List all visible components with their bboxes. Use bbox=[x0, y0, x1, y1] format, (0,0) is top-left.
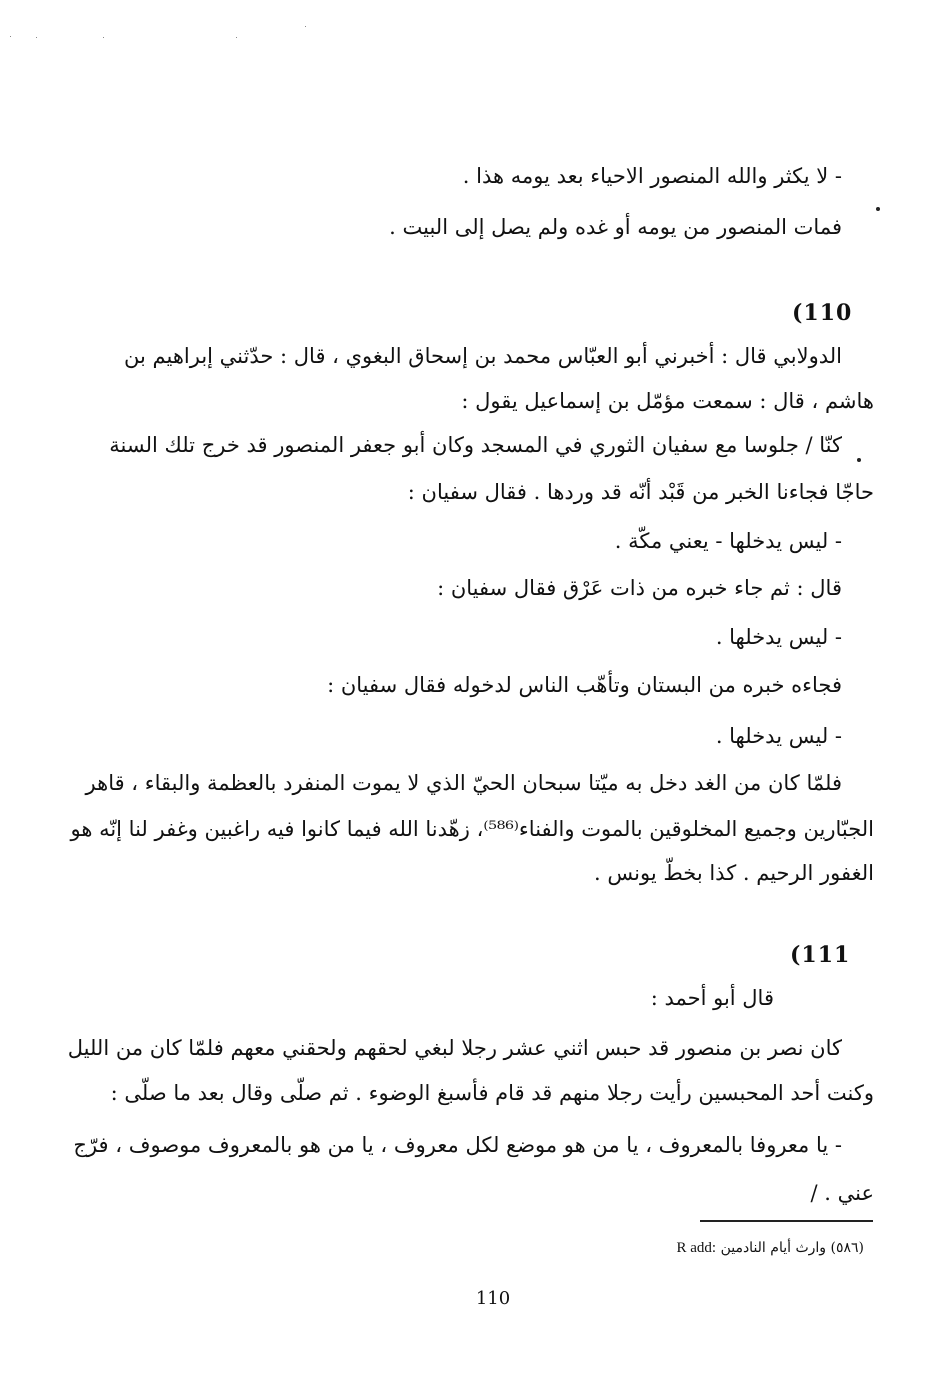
text-line: فمات المنصور من يومه أو غده ولم يصل إلى البيت . bbox=[389, 215, 842, 239]
footnote bbox=[677, 1238, 864, 1258]
footnote-marker: (٥٨٦) bbox=[830, 1240, 864, 1256]
text-line: قال أبو أحمد : bbox=[650, 986, 774, 1010]
scan-speck bbox=[10, 36, 11, 37]
text-line: وكنت أحد المحبسين رأيت رجلا منهم قد قام فأسبغ الوضوء . ثم صلّى وقال بعد ما صلّى : bbox=[110, 1081, 874, 1105]
text-line: عني . / bbox=[810, 1181, 874, 1205]
scan-speck bbox=[36, 37, 37, 38]
margin-dot bbox=[857, 458, 861, 462]
page-number: 110 bbox=[475, 1288, 511, 1309]
text-line: - ليس يدخلها . bbox=[715, 724, 842, 748]
text-line: الجبّارين وجميع المخلوقين بالموت والفناء⁽⁵⁸⁶⁾، زهّدنا الله فيما كانوا فيه راغبين وغفر لنا إنّه هو bbox=[70, 817, 874, 841]
scan-speck bbox=[236, 37, 237, 38]
text-line: - لا يكثر والله المنصور الاحياء بعد يومه هذا . bbox=[462, 164, 842, 188]
text-line: الدولابي قال : أخبرني أبو العبّاس محمد بن إسحاق البغوي ، قال : حدّثني إبراهيم بن bbox=[124, 344, 842, 368]
text-line: - يا معروفا بالمعروف ، يا من هو موضع لكل معروف ، يا من هو بالمعروف موصوف ، فرّج bbox=[73, 1133, 842, 1157]
text-line: - ليس يدخلها - يعني مكّة . bbox=[614, 529, 842, 553]
scan-speck bbox=[103, 37, 104, 38]
text-line: حاجّا فجاءنا الخبر من قَبْد أنّه قد وردها . فقال سفيان : bbox=[407, 480, 874, 504]
section-number-111: (111 bbox=[790, 942, 851, 968]
text-line: فلمّا كان من الغد دخل به ميّتا سبحان الحيّ الذي لا يموت المنفرد بالعظمة والبقاء ، قاهر bbox=[85, 771, 842, 795]
text-line: - ليس يدخلها . bbox=[715, 625, 842, 649]
text-line: كان نصر بن منصور قد حبس اثني عشر رجلا لبغي لحقهم ولحقني معهم فلمّا كان من الليل bbox=[67, 1036, 842, 1060]
footnote-latin: R add: bbox=[676, 1240, 717, 1256]
margin-dot bbox=[876, 207, 880, 211]
text-line: الغفور الرحيم . كذا بخطّ يونس . bbox=[594, 861, 874, 885]
text-line: فجاءه خبره من البستان وتأهّب الناس لدخوله فقال سفيان : bbox=[327, 673, 842, 697]
text-line: هاشم ، قال : سمعت مؤمّل بن إسماعيل يقول : bbox=[461, 389, 874, 413]
text-line: قال : ثم جاء خبره من ذات عَرْق فقال سفيان : bbox=[437, 576, 842, 600]
scan-speck bbox=[305, 26, 306, 27]
section-number-110: (110 bbox=[792, 300, 853, 326]
footnote-arabic: وارث أيام النادمين bbox=[720, 1240, 827, 1256]
footnote-divider bbox=[700, 1220, 873, 1222]
text-line: كنّا / جلوسا مع سفيان الثوري في المسجد وكان أبو جعفر المنصور قد خرج تلك السنة bbox=[109, 433, 842, 457]
